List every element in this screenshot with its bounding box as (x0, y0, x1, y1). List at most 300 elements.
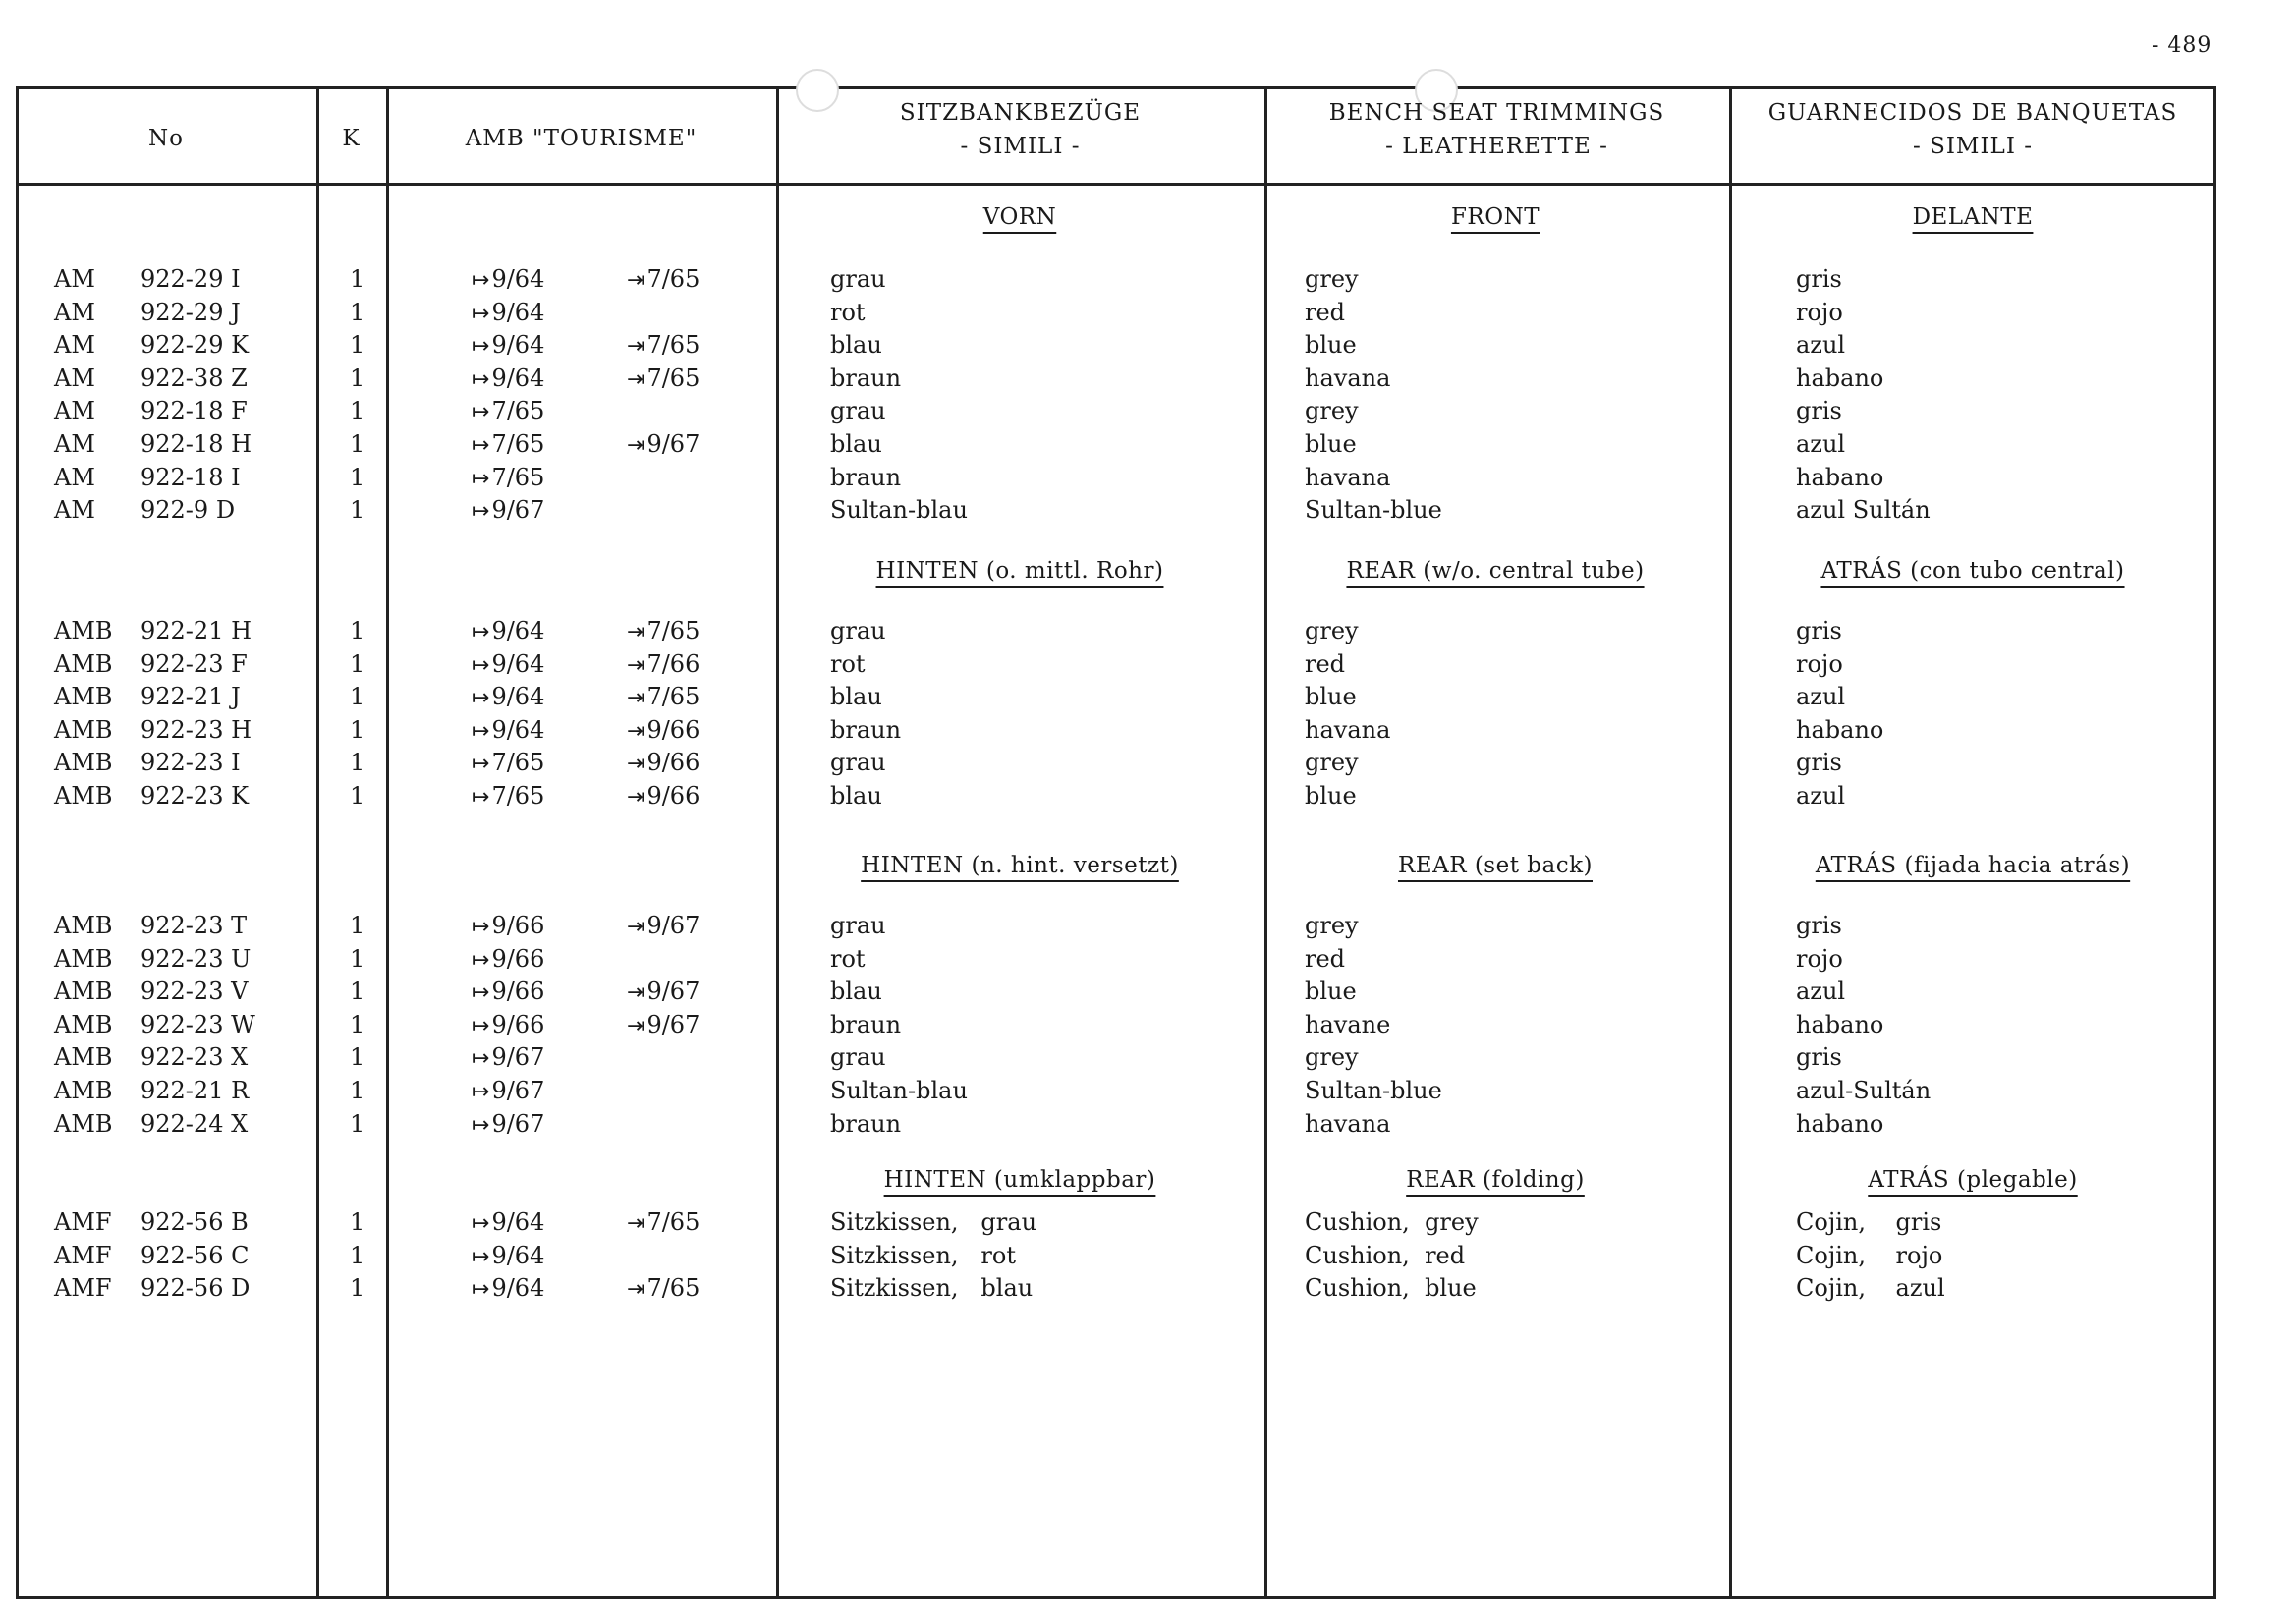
model-prefix: AMB (54, 649, 113, 678)
german-description: Sitzkissen, blau (830, 1274, 1034, 1303)
part-number: 922-18 H (140, 430, 252, 458)
header-model: AMB "TOURISME" (465, 126, 698, 151)
valid-from (472, 1043, 544, 1071)
valid-to-date: 7/65 (646, 364, 700, 392)
valid-to-date: 9/66 (646, 715, 700, 744)
valid-from (472, 430, 544, 458)
valid-to-date: 7/66 (646, 649, 700, 678)
section-heading-de: HINTEN (o. mittl. Rohr) (875, 558, 1164, 584)
table-row (0, 1011, 2296, 1044)
section-heading-en: REAR (folding) (1406, 1167, 1585, 1193)
german-description: grau (830, 749, 886, 777)
valid-from-date: 9/66 (491, 978, 545, 1006)
english-description: grey (1305, 912, 1359, 939)
page-number: - 489 (2152, 33, 2212, 58)
spanish-description: Cojin, azul (1796, 1274, 1945, 1303)
quantity: 1 (350, 649, 365, 678)
to-arrow-icon: ⇥ (627, 915, 645, 939)
valid-to (627, 749, 700, 776)
from-arrow-icon: ↦ (472, 466, 490, 491)
header-spanish: GUARNECIDOS DE BANQUETAS - SIMILI - (1767, 100, 2178, 159)
german-description: blau (830, 978, 882, 1006)
valid-from-date: 9/67 (491, 496, 545, 525)
german-description: rot (830, 944, 866, 973)
from-arrow-icon: ↦ (472, 785, 490, 810)
table-row (0, 496, 2296, 530)
english-description: Cushion, grey (1305, 1208, 1479, 1236)
table-row (0, 782, 2296, 815)
table-row (0, 364, 2296, 398)
valid-to-date: 9/67 (646, 912, 700, 939)
from-arrow-icon: ↦ (472, 433, 490, 458)
quantity: 1 (350, 1208, 365, 1236)
spanish-description: habano (1796, 715, 1884, 744)
spanish-description: azul-Sultán (1796, 1077, 1932, 1104)
german-description: braun (830, 715, 902, 744)
model-prefix: AM (54, 331, 95, 360)
section-heading-de: VORN (982, 204, 1057, 230)
model-prefix: AMB (54, 1109, 113, 1138)
spanish-description: azul (1796, 430, 1846, 458)
german-description: blau (830, 331, 882, 360)
spanish-description: gris (1796, 912, 1842, 939)
quantity: 1 (350, 496, 365, 525)
english-description: havana (1305, 1109, 1391, 1138)
spanish-description: gris (1796, 397, 1842, 425)
spanish-description: Cojin, gris (1796, 1208, 1942, 1236)
to-arrow-icon: ⇥ (627, 980, 645, 1006)
from-arrow-icon: ↦ (472, 366, 490, 392)
to-arrow-icon: ⇥ (627, 1211, 645, 1236)
model-prefix: AM (54, 364, 95, 392)
spanish-description: azul Sultán (1796, 496, 1931, 525)
to-arrow-icon: ⇥ (627, 1013, 645, 1038)
valid-to (627, 912, 700, 939)
valid-from-date: 9/64 (491, 715, 545, 744)
valid-from-date: 9/64 (491, 1274, 545, 1303)
from-arrow-icon: ↦ (472, 1046, 490, 1072)
section-heading-de: HINTEN (n. hint. versetzt) (861, 853, 1179, 878)
german-description: Sitzkissen, grau (830, 1208, 1037, 1236)
model-prefix: AMB (54, 1043, 113, 1072)
part-number: 922-56 D (140, 1274, 251, 1303)
valid-to-date: 7/65 (646, 265, 700, 293)
valid-to (627, 716, 700, 744)
valid-to-date: 7/65 (646, 331, 700, 360)
part-number: 922-23 T (140, 912, 248, 939)
quantity: 1 (350, 430, 365, 458)
valid-to (627, 1011, 700, 1038)
quantity: 1 (350, 1109, 365, 1138)
spanish-description: gris (1796, 617, 1842, 644)
quantity: 1 (350, 463, 365, 491)
valid-from-date: 9/64 (491, 265, 545, 293)
from-arrow-icon: ↦ (472, 652, 490, 678)
table-row (0, 650, 2296, 684)
to-arrow-icon: ⇥ (627, 686, 645, 711)
to-arrow-icon: ⇥ (627, 268, 645, 293)
from-arrow-icon: ↦ (472, 947, 490, 973)
english-description: grey (1305, 397, 1359, 425)
english-description: grey (1305, 749, 1359, 777)
german-description: braun (830, 1109, 902, 1138)
german-description: grau (830, 265, 886, 293)
valid-from-date: 7/65 (491, 397, 545, 425)
from-arrow-icon: ↦ (472, 499, 490, 525)
model-prefix: AMB (54, 683, 113, 711)
section-heading-de: HINTEN (umklappbar) (883, 1167, 1156, 1193)
spanish-description: azul (1796, 331, 1846, 360)
table-row (0, 912, 2296, 945)
part-number: 922-18 F (140, 397, 248, 425)
english-description: grey (1305, 265, 1359, 293)
valid-to (627, 617, 700, 644)
quantity: 1 (350, 331, 365, 360)
table-row (0, 617, 2296, 650)
from-arrow-icon: ↦ (472, 752, 490, 777)
english-description: blue (1305, 331, 1357, 360)
from-arrow-icon: ↦ (472, 686, 490, 711)
table-row (0, 1242, 2296, 1275)
spanish-description: azul (1796, 683, 1846, 711)
from-arrow-icon: ↦ (472, 1080, 490, 1104)
valid-from (472, 749, 544, 776)
from-arrow-icon: ↦ (472, 1013, 490, 1038)
section-heading-es: DELANTE (1912, 204, 2034, 230)
part-number: 922-56 C (140, 1241, 250, 1269)
spanish-description: gris (1796, 265, 1842, 293)
valid-to-date: 7/65 (646, 1208, 700, 1236)
english-description: blue (1305, 683, 1357, 711)
valid-from-date: 9/64 (491, 1241, 545, 1269)
quantity: 1 (350, 683, 365, 711)
valid-to (627, 265, 700, 293)
german-description: Sitzkissen, rot (830, 1241, 1016, 1269)
valid-from (472, 782, 544, 810)
model-prefix: AMF (54, 1208, 112, 1236)
quantity: 1 (350, 1010, 365, 1038)
quantity: 1 (350, 715, 365, 744)
to-arrow-icon: ⇥ (627, 334, 645, 360)
from-arrow-icon: ↦ (472, 718, 490, 744)
part-number: 922-23 U (140, 944, 252, 973)
quantity: 1 (350, 978, 365, 1006)
valid-to (627, 430, 700, 458)
to-arrow-icon: ⇥ (627, 718, 645, 744)
table-row (0, 1274, 2296, 1308)
valid-from (472, 716, 544, 744)
valid-to-date: 9/66 (646, 782, 700, 810)
valid-to (627, 364, 700, 392)
valid-from-date: 7/65 (491, 749, 545, 777)
from-arrow-icon: ↦ (472, 1112, 490, 1138)
spanish-description: habano (1796, 1109, 1884, 1138)
table-row (0, 749, 2296, 782)
section-heading-en: REAR (set back) (1397, 853, 1593, 878)
table-row (0, 683, 2296, 716)
german-description: grau (830, 1043, 886, 1072)
part-number: 922-23 K (140, 782, 250, 810)
valid-from-date: 9/64 (491, 683, 545, 711)
header-k: K (342, 126, 361, 151)
valid-from-date: 9/64 (491, 1208, 545, 1236)
quantity: 1 (350, 364, 365, 392)
spanish-description: azul (1796, 782, 1846, 810)
from-arrow-icon: ↦ (472, 1211, 490, 1236)
to-arrow-icon: ⇥ (627, 652, 645, 678)
german-description: blau (830, 782, 882, 810)
part-number: 922-21 H (140, 617, 252, 644)
model-prefix: AMB (54, 1077, 113, 1104)
to-arrow-icon: ⇥ (627, 1277, 645, 1303)
table-row (0, 716, 2296, 750)
to-arrow-icon: ⇥ (627, 752, 645, 777)
valid-to-date: 9/67 (646, 978, 700, 1006)
valid-from (472, 464, 544, 491)
from-arrow-icon: ↦ (472, 915, 490, 939)
header-no: No (148, 126, 184, 151)
model-prefix: AMF (54, 1241, 112, 1269)
section-heading-es: ATRÁS (fijada hacia atrás) (1815, 853, 2131, 878)
spanish-description: habano (1796, 1010, 1884, 1038)
spanish-description: gris (1796, 1043, 1842, 1072)
valid-from (472, 397, 544, 424)
german-description: Sultan-blau (830, 1077, 968, 1104)
quantity: 1 (350, 1241, 365, 1269)
valid-to-date: 9/67 (646, 430, 700, 458)
spanish-description: azul (1796, 978, 1846, 1006)
valid-from (472, 650, 544, 678)
valid-from-date: 9/66 (491, 1010, 545, 1038)
table-row (0, 945, 2296, 979)
quantity: 1 (350, 944, 365, 973)
english-description: havana (1305, 715, 1391, 744)
german-description: blau (830, 683, 882, 711)
valid-from-date: 9/64 (491, 298, 545, 326)
english-description: Sultan-blue (1305, 1077, 1442, 1104)
header-divider (16, 183, 2216, 186)
from-arrow-icon: ↦ (472, 268, 490, 293)
quantity: 1 (350, 1043, 365, 1072)
spanish-description: rojo (1796, 944, 1843, 973)
header-english: BENCH SEAT TRIMMINGS - LEATHERETTE - (1328, 100, 1665, 159)
quantity: 1 (350, 397, 365, 425)
english-description: red (1305, 298, 1346, 326)
german-description: grau (830, 617, 886, 644)
valid-to (627, 782, 700, 810)
valid-from (472, 1208, 544, 1236)
model-prefix: AM (54, 298, 95, 326)
part-number: 922-23 V (140, 978, 249, 1006)
from-arrow-icon: ↦ (472, 1277, 490, 1303)
german-description: braun (830, 364, 902, 392)
model-prefix: AMB (54, 715, 113, 744)
english-description: grey (1305, 1043, 1359, 1072)
spanish-description: gris (1796, 749, 1842, 777)
to-arrow-icon: ⇥ (627, 366, 645, 392)
table-row (0, 464, 2296, 497)
valid-from-date: 9/66 (491, 912, 545, 939)
part-number: 922-29 K (140, 331, 250, 360)
quantity: 1 (350, 298, 365, 326)
valid-from-date: 9/67 (491, 1109, 545, 1138)
from-arrow-icon: ↦ (472, 1244, 490, 1269)
english-description: red (1305, 649, 1346, 678)
model-prefix: AMB (54, 978, 113, 1006)
model-prefix: AMF (54, 1274, 112, 1303)
german-description: grau (830, 397, 886, 425)
english-description: grey (1305, 617, 1359, 644)
spanish-description: habano (1796, 463, 1884, 491)
header-german: SITZBANKBEZÜGE - SIMILI - (899, 100, 1142, 159)
valid-from-date: 9/66 (491, 944, 545, 973)
german-description: blau (830, 430, 882, 458)
valid-from (472, 331, 544, 359)
german-description: rot (830, 649, 866, 678)
valid-from (472, 496, 544, 524)
part-number: 922-18 I (140, 463, 241, 491)
model-prefix: AMB (54, 617, 113, 644)
section-heading-es: ATRÁS (con tubo central) (1820, 558, 2125, 584)
model-prefix: AM (54, 397, 95, 425)
valid-from-date: 9/67 (491, 1077, 545, 1104)
valid-to (627, 683, 700, 710)
from-arrow-icon: ↦ (472, 620, 490, 644)
valid-from (472, 1110, 544, 1138)
part-number: 922-23 X (140, 1043, 249, 1072)
quantity: 1 (350, 265, 365, 293)
valid-from (472, 1274, 544, 1302)
valid-from-date: 7/65 (491, 782, 545, 810)
valid-from (472, 299, 544, 326)
model-prefix: AM (54, 430, 95, 458)
model-prefix: AM (54, 496, 95, 525)
valid-to (627, 650, 700, 678)
valid-from-date: 7/65 (491, 463, 545, 491)
valid-to-date: 7/65 (646, 1274, 700, 1303)
from-arrow-icon: ↦ (472, 400, 490, 425)
valid-to (627, 1274, 700, 1302)
model-prefix: AM (54, 463, 95, 491)
english-description: red (1305, 944, 1346, 973)
part-number: 922-23 H (140, 715, 252, 744)
table-row (0, 978, 2296, 1011)
part-number: 922-29 J (140, 298, 241, 326)
english-description: Cushion, red (1305, 1241, 1466, 1269)
part-number: 922-21 R (140, 1077, 250, 1104)
table-row (0, 430, 2296, 464)
quantity: 1 (350, 617, 365, 644)
valid-from-date: 9/64 (491, 617, 545, 644)
model-prefix: AMB (54, 1010, 113, 1038)
model-prefix: AMB (54, 944, 113, 973)
spanish-description: habano (1796, 364, 1884, 392)
part-number: 922-23 I (140, 749, 241, 777)
section-heading-en: FRONT (1450, 204, 1540, 230)
quantity: 1 (350, 1077, 365, 1104)
german-description: grau (830, 912, 886, 939)
part-number: 922-29 I (140, 265, 241, 293)
spanish-description: Cojin, rojo (1796, 1241, 1943, 1269)
quantity: 1 (350, 912, 365, 939)
valid-to (627, 1208, 700, 1236)
part-number: 922-21 J (140, 683, 241, 711)
part-number: 922-9 D (140, 496, 236, 525)
spanish-description: rojo (1796, 649, 1843, 678)
table-row (0, 265, 2296, 299)
part-number: 922-23 F (140, 649, 248, 678)
to-arrow-icon: ⇥ (627, 620, 645, 644)
model-prefix: AMB (54, 782, 113, 810)
english-description: Sultan-blue (1305, 496, 1442, 525)
model-prefix: AMB (54, 749, 113, 777)
german-description: Sultan-blau (830, 496, 968, 525)
model-prefix: AM (54, 265, 95, 293)
english-description: blue (1305, 782, 1357, 810)
english-description: havana (1305, 463, 1391, 491)
valid-to-date: 9/67 (646, 1010, 700, 1038)
valid-from (472, 1077, 544, 1104)
valid-from (472, 1011, 544, 1038)
valid-from (472, 978, 544, 1005)
valid-from (472, 1242, 544, 1269)
quantity: 1 (350, 1274, 365, 1303)
table-row (0, 1043, 2296, 1077)
valid-from-date: 9/64 (491, 364, 545, 392)
valid-to (627, 331, 700, 359)
valid-from-date: 9/64 (491, 331, 545, 360)
german-description: rot (830, 298, 866, 326)
part-number: 922-38 Z (140, 364, 248, 392)
part-number: 922-56 B (140, 1208, 249, 1236)
german-description: braun (830, 463, 902, 491)
section-heading-es: ATRÁS (plegable) (1868, 1167, 2078, 1193)
table-row (0, 1208, 2296, 1242)
valid-from (472, 265, 544, 293)
part-number: 922-24 X (140, 1109, 249, 1138)
english-description: blue (1305, 430, 1357, 458)
valid-to (627, 978, 700, 1005)
valid-to-date: 9/66 (646, 749, 700, 777)
quantity: 1 (350, 782, 365, 810)
valid-from (472, 364, 544, 392)
valid-to-date: 7/65 (646, 617, 700, 644)
valid-to-date: 7/65 (646, 683, 700, 711)
english-description: havana (1305, 364, 1391, 392)
table-row (0, 331, 2296, 364)
to-arrow-icon: ⇥ (627, 433, 645, 458)
quantity: 1 (350, 749, 365, 777)
english-description: blue (1305, 978, 1357, 1006)
valid-from-date: 7/65 (491, 430, 545, 458)
valid-from (472, 683, 544, 710)
table-row (0, 299, 2296, 332)
table-row (0, 1110, 2296, 1144)
table-row (0, 1077, 2296, 1110)
english-description: havane (1305, 1010, 1391, 1038)
valid-from (472, 617, 544, 644)
valid-from-date: 9/67 (491, 1043, 545, 1072)
spanish-description: rojo (1796, 298, 1843, 326)
from-arrow-icon: ↦ (472, 301, 490, 326)
from-arrow-icon: ↦ (472, 980, 490, 1006)
table-row (0, 397, 2296, 430)
german-description: braun (830, 1010, 902, 1038)
valid-from (472, 912, 544, 939)
valid-from (472, 945, 544, 973)
section-heading-en: REAR (w/o. central tube) (1346, 558, 1645, 584)
to-arrow-icon: ⇥ (627, 785, 645, 810)
